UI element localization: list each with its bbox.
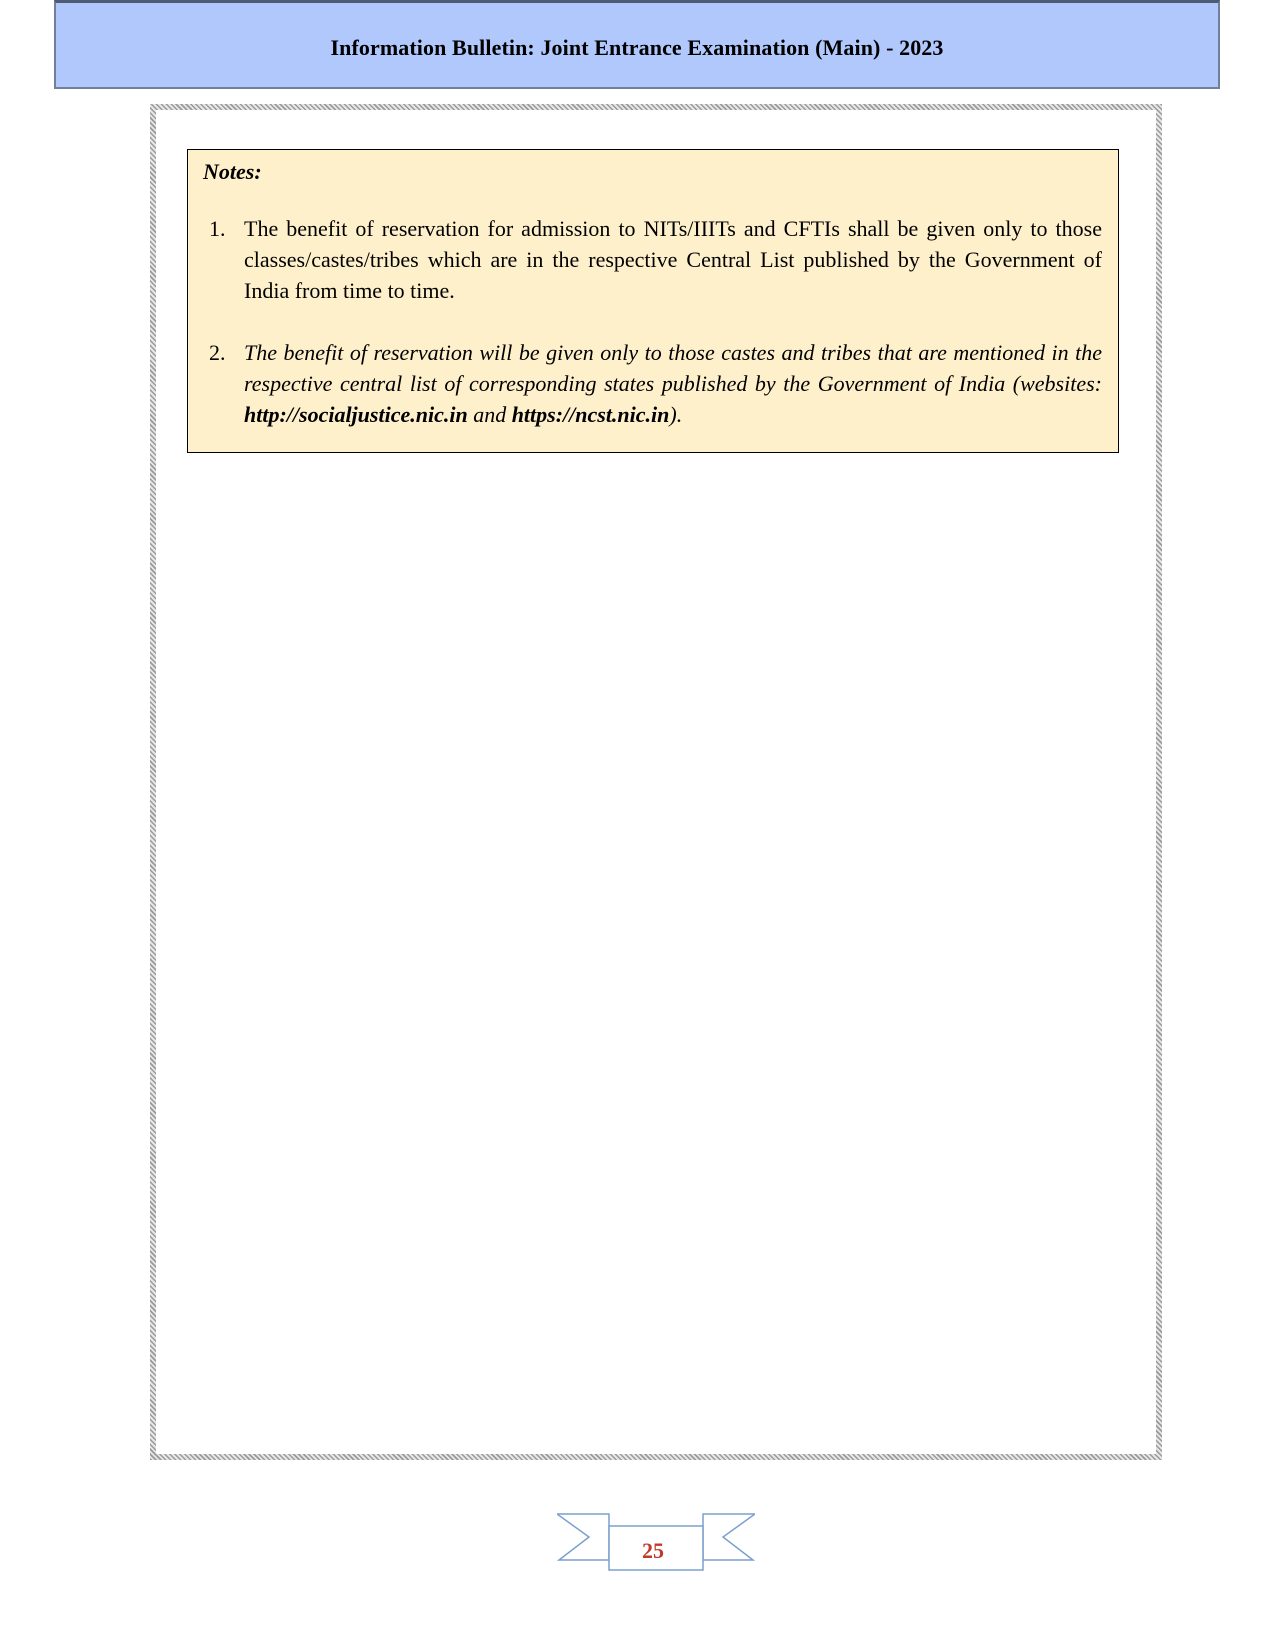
notes-box (187, 149, 1119, 453)
ribbon-left-tail (557, 1514, 609, 1560)
notes-list (203, 213, 1102, 430)
notes-heading: Notes: (203, 159, 262, 184)
header-title: Information Bulletin: Joint Entrance Examination (Main) - 2023 (330, 35, 944, 60)
note-text-2-middle: and (467, 402, 512, 427)
page-number: 25 (642, 1538, 664, 1563)
header-band (54, 0, 1220, 89)
note-number-2: 2. (209, 340, 226, 365)
note-text-2-before: The benefit of reservation will be given only to those castes and tribes that are mentioned in the respective central list of corresponding states published by the Government of India (websites: (244, 340, 1102, 396)
note-text-2 (244, 340, 1102, 427)
note-item-2 (203, 337, 1102, 430)
link-ncst[interactable]: https://ncst.nic.in (511, 402, 670, 427)
ribbon-right-tail (703, 1514, 755, 1560)
link-socialjustice[interactable]: http://socialjustice.nic.in (244, 402, 468, 427)
note-item-1 (203, 213, 1102, 306)
note-text-2-after: ). (669, 402, 683, 427)
note-number-1: 1. (209, 216, 226, 241)
note-text-1: The benefit of reservation for admission to NITs/IIITs and CFTIs shall be given only to those classes/castes/tribes which are in the respective Central List published by the Government of India from time to time. (244, 216, 1102, 303)
